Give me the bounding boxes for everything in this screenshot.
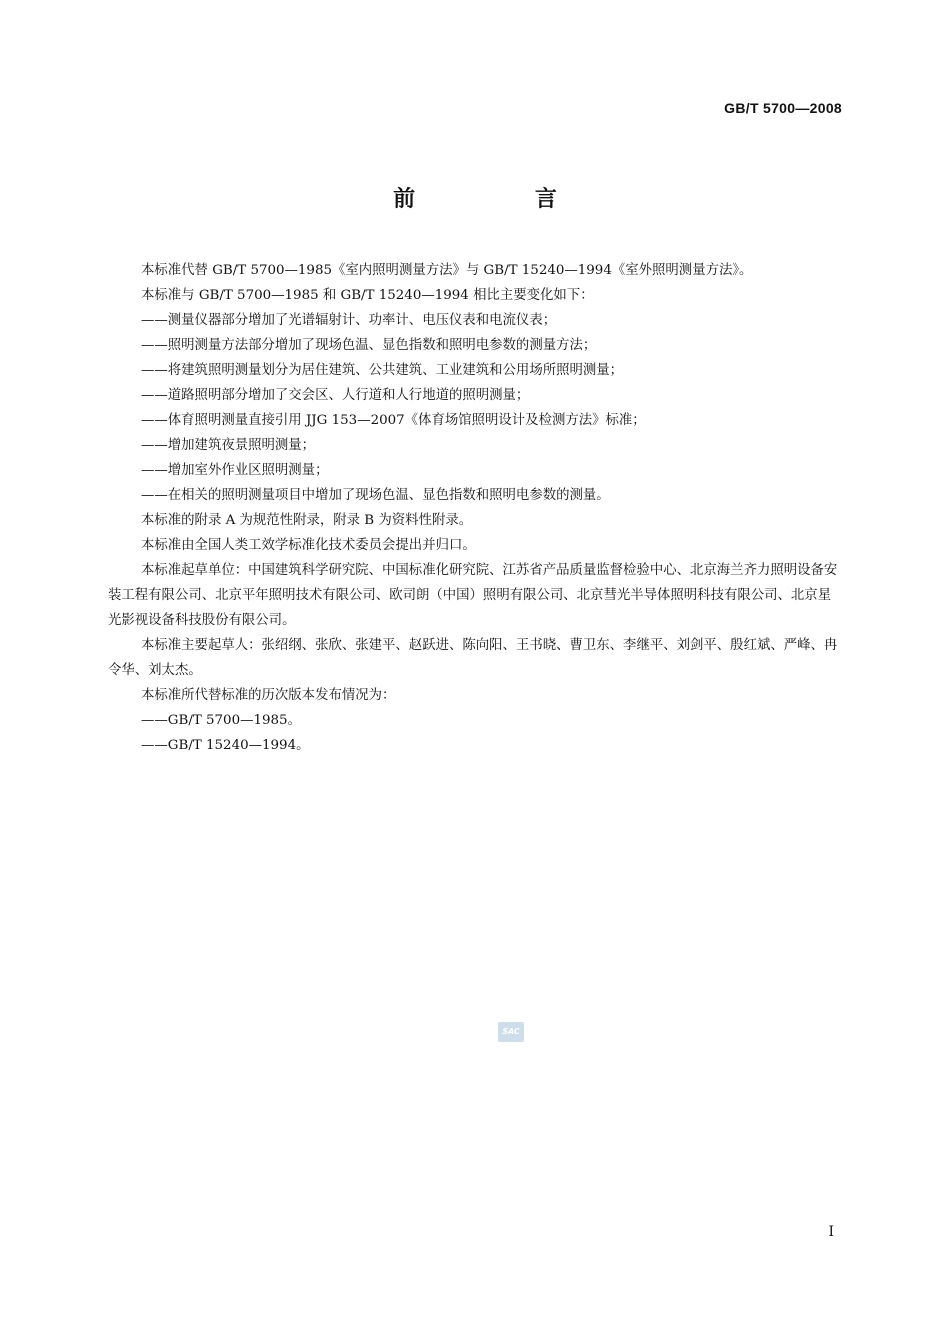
paragraph: 本标准所代替标准的历次版本发布情况为：	[141, 688, 396, 703]
list-item: ——GB/T 5700—1985。	[141, 713, 301, 728]
standard-code: GB/T 5700—2008	[724, 100, 842, 116]
document-body	[108, 258, 844, 758]
sac-watermark-logo: SAC	[498, 1022, 524, 1042]
page-title: 前 言	[393, 187, 613, 212]
list-item: ——照明测量方法部分增加了现场色温、显色指数和照明电参数的测量方法；	[141, 338, 597, 353]
list-item: ——GB/T 15240—1994。	[141, 738, 310, 753]
paragraph: 本标准由全国人类工效学标准化技术委员会提出并归口。	[141, 538, 476, 553]
list-item: ——测量仪器部分增加了光谱辐射计、功率计、电压仪表和电流仪表；	[141, 313, 557, 328]
paragraph: 本标准起草单位：中国建筑科学研究院、中国标准化研究院、江苏省产品质量监督检验中心、北京海兰齐力照明设备安装工程有限公司、北京平年照明技术有限公司、欧司朗（中国）照明有限公司、北京彗光半导体照明科技有限公司、北京星光影视设备科技股份有限公司。	[108, 563, 838, 628]
list-item: ——增加建筑夜景照明测量；	[141, 438, 316, 453]
list-item: ——体育照明测量直接引用 JJG 153—2007《体育场馆照明设计及检测方法》标准；	[141, 413, 646, 428]
paragraph: 本标准主要起草人：张绍纲、张欣、张建平、赵跃进、陈向阳、王书晓、曹卫东、李继平、刘剑平、殷红斌、严峰、冉令华、刘太杰。	[108, 638, 838, 678]
paragraph: 本标准的附录 A 为规范性附录，附录 B 为资料性附录。	[141, 513, 473, 528]
paragraph: 本标准与 GB/T 5700—1985 和 GB/T 15240—1994 相比主要变化如下：	[141, 288, 594, 303]
list-item: ——将建筑照明测量划分为居住建筑、公共建筑、工业建筑和公用场所照明测量；	[141, 363, 624, 378]
page-number: I	[828, 1224, 834, 1240]
list-item: ——增加室外作业区照明测量；	[141, 463, 329, 478]
list-item: ——在相关的照明测量项目中增加了现场色温、显色指数和照明电参数的测量。	[141, 488, 610, 503]
list-item: ——道路照明部分增加了交会区、人行道和人行地道的照明测量；	[141, 388, 530, 403]
paragraph: 本标准代替 GB/T 5700—1985《室内照明测量方法》与 GB/T 15240—1994《室外照明测量方法》。	[141, 263, 753, 278]
